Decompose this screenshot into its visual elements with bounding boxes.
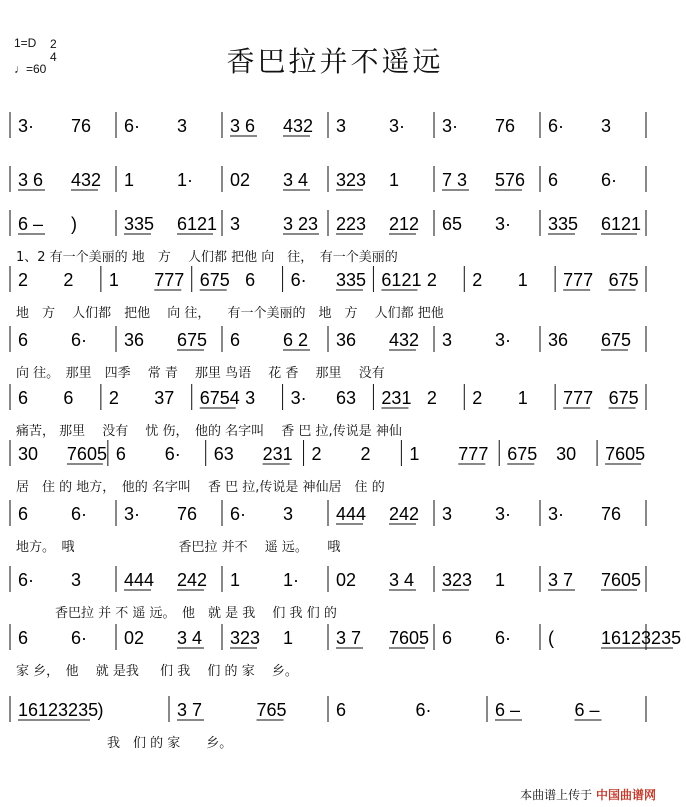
score-system <box>0 620 682 690</box>
notation-line <box>0 262 670 298</box>
note-group: 36 <box>336 330 357 350</box>
note-group: 6· <box>18 570 35 590</box>
note-group: 3· <box>290 388 307 408</box>
note-group: 6754 <box>199 388 240 408</box>
note-group: 777 <box>154 270 185 290</box>
note-group: 6· <box>71 330 88 350</box>
footer <box>520 786 656 803</box>
time-signature-bottom: 4 <box>50 50 57 64</box>
note-group: 16123235 <box>601 628 682 648</box>
note-group: 1 <box>230 570 241 590</box>
note-group: 212 <box>389 214 420 234</box>
footer-text: 本曲谱上传于 <box>520 788 593 802</box>
note-group: 3 6 <box>230 116 256 136</box>
note-group: 675 <box>608 388 639 408</box>
note-group: 6 <box>336 700 347 720</box>
note-group: 3 <box>177 116 188 136</box>
note-group: 6 <box>18 388 29 408</box>
note-group: 6 <box>230 330 241 350</box>
note-group: 3 4 <box>389 570 415 590</box>
note-group: 335 <box>336 270 367 290</box>
note-group: 432 <box>71 170 102 190</box>
note-group: 323 <box>442 570 473 590</box>
note-group: 3 <box>230 214 241 234</box>
note-group: 16123235 <box>18 700 99 720</box>
note-group: 02 <box>336 570 357 590</box>
note-group: 675 <box>601 330 632 350</box>
note-group: 3· <box>548 504 565 524</box>
note-group: 3 <box>442 504 453 524</box>
note-group: 3· <box>124 504 141 524</box>
note-group: 675 <box>608 270 639 290</box>
note-group: 223 <box>336 214 367 234</box>
note-group: 3 7 <box>177 700 203 720</box>
note-group: 2 <box>18 270 29 290</box>
note-group: 3 <box>283 504 294 524</box>
note-group: 3 7 <box>336 628 362 648</box>
note-group: 231 <box>262 444 293 464</box>
score-system <box>0 692 670 762</box>
notation-line <box>0 162 670 198</box>
note-group: 6 <box>548 170 559 190</box>
note-group: 323 <box>230 628 261 648</box>
note-group: ) <box>71 214 77 234</box>
note-group: 6 – <box>495 700 521 720</box>
note-group: 335 <box>124 214 155 234</box>
lyric-line: 我 们 的 家 乡。 <box>16 736 233 751</box>
note-group: 30 <box>556 444 577 464</box>
lyric-line: 痛苦， 那里 没有 忧 伤， 他的 名字叫 香 巴 拉,传说是 神仙 <box>16 424 402 439</box>
note-group: 6 <box>18 504 29 524</box>
note-group: 6121 <box>381 270 422 290</box>
note-group: 6· <box>495 628 512 648</box>
note-group: 63 <box>213 444 234 464</box>
note-group: 3 <box>71 570 82 590</box>
notation-line <box>0 206 670 242</box>
note-group: 1· <box>177 170 194 190</box>
note-group: 1 <box>517 388 528 408</box>
note-group: 1 <box>108 270 119 290</box>
note-group: 1· <box>283 570 300 590</box>
notation-line <box>0 108 670 144</box>
note-group: 444 <box>124 570 155 590</box>
note-group: 76 <box>177 504 198 524</box>
note-group: 2 <box>426 388 437 408</box>
note-group: 76 <box>71 116 92 136</box>
note-group: 6 2 <box>283 330 309 350</box>
note-group: 2 <box>472 270 483 290</box>
notation-line <box>0 436 670 472</box>
time-signature-top: 2 <box>50 37 57 51</box>
score-system <box>0 496 670 566</box>
lyric-line: 1、2 有一个美丽的 地 方 人们都 把他 向 往， 有一个美丽的 <box>16 250 398 265</box>
notation-line <box>0 692 670 728</box>
note-group: 37 <box>154 388 175 408</box>
note-group: 3 23 <box>283 214 319 234</box>
note-group: 6121 <box>177 214 218 234</box>
note-group: 63 <box>336 388 357 408</box>
note-group: 3· <box>389 116 406 136</box>
note-group: 6 – <box>574 700 600 720</box>
note-group: 3· <box>495 214 512 234</box>
note-group: 3· <box>495 504 512 524</box>
note-group: 7605 <box>389 628 430 648</box>
key-signature: 1=D <box>14 36 37 50</box>
note-group: 7605 <box>605 444 646 464</box>
note-group: 7 3 <box>442 170 468 190</box>
notation-line <box>0 620 682 656</box>
site-logo: 中国曲谱网 <box>595 788 656 802</box>
note-group: 6 <box>18 330 29 350</box>
note-group: 30 <box>18 444 39 464</box>
note-group: 231 <box>381 388 412 408</box>
note-group: 6· <box>290 270 307 290</box>
note-group: 7605 <box>66 444 107 464</box>
note-group: 2 <box>63 270 74 290</box>
note-group: 3 4 <box>177 628 203 648</box>
lyric-line: 地方。 哦 香巴拉 并不 遥 远。 哦 <box>16 540 341 555</box>
note-group: 6 <box>63 388 74 408</box>
notation-line <box>0 562 670 598</box>
note-group: 3· <box>442 116 459 136</box>
note-group: 6· <box>164 444 181 464</box>
note-group: 1 <box>517 270 528 290</box>
note-group: 3 4 <box>283 170 309 190</box>
note-group: 6 – <box>18 214 44 234</box>
note-group: 675 <box>507 444 538 464</box>
notation-line <box>0 322 670 358</box>
lyric-line: 居 住 的 地方， 他的 名字叫 香 巴 拉,传说是 神仙居 住 的 <box>16 480 385 495</box>
note-group: 2 <box>108 388 119 408</box>
note-group: 65 <box>442 214 463 234</box>
note-group: 6 <box>245 270 256 290</box>
note-group: 1 <box>389 170 400 190</box>
note-group: 3· <box>18 116 35 136</box>
note-group: 3 7 <box>548 570 574 590</box>
note-group: 777 <box>563 270 594 290</box>
note-group: 6· <box>601 170 618 190</box>
note-group: 2 <box>426 270 437 290</box>
note-group: 1 <box>495 570 506 590</box>
note-group: 242 <box>177 570 208 590</box>
notation-line <box>0 380 670 416</box>
note-group: 3 6 <box>18 170 44 190</box>
note-group: 6· <box>71 628 88 648</box>
lyric-line: 家 乡， 他 就 是我 们 我 们 的 家 乡。 <box>16 664 298 679</box>
note-group: ) <box>97 700 104 720</box>
note-group: 432 <box>283 116 314 136</box>
note-group: 02 <box>124 628 145 648</box>
note-group: 02 <box>230 170 251 190</box>
lyric-line: 地 方 人们都 把他 向 往， 有一个美丽的 地 方 人们都 把他 <box>16 306 444 321</box>
note-group: 3 <box>245 388 256 408</box>
note-group: 335 <box>548 214 579 234</box>
notation-line <box>0 496 670 532</box>
note-group: 2 <box>472 388 483 408</box>
note-group: 777 <box>563 388 594 408</box>
note-group: 1 <box>124 170 135 190</box>
note-group: 76 <box>601 504 622 524</box>
note-group: 765 <box>256 700 287 720</box>
note-group: 3 <box>601 116 612 136</box>
note-group: 6· <box>71 504 88 524</box>
note-group: 777 <box>458 444 489 464</box>
note-group: 2 <box>360 444 371 464</box>
note-group: 6· <box>415 700 432 720</box>
note-group: 7605 <box>601 570 642 590</box>
song-title: 香巴拉并不遥远 <box>226 45 444 78</box>
note-group: 675 <box>199 270 230 290</box>
note-group: 1 <box>409 444 420 464</box>
note-group: 6· <box>548 116 565 136</box>
note-group: 36 <box>548 330 569 350</box>
note-group: 444 <box>336 504 367 524</box>
note-group: 6121 <box>601 214 642 234</box>
note-group: 3 <box>336 116 347 136</box>
note-group: 6· <box>124 116 141 136</box>
lyric-line: 向 往。 那里 四季 常 青 那里 鸟语 花 香 那里 没有 <box>16 366 385 381</box>
note-group: 36 <box>124 330 145 350</box>
note-group: 675 <box>177 330 208 350</box>
note-group: 1 <box>283 628 294 648</box>
note-group: 76 <box>495 116 516 136</box>
note-group: 6 <box>18 628 29 648</box>
note-group: 3· <box>495 330 512 350</box>
quarter-note-icon: ♩ <box>14 62 26 76</box>
note-group: 6 <box>115 444 126 464</box>
note-group: ( <box>548 628 554 648</box>
lyric-line: 香巴拉 并 不 遥 远。 他 就 是 我 们 我 们 的 <box>16 606 337 621</box>
note-group: 6· <box>230 504 247 524</box>
tempo-value: =60 <box>26 62 47 76</box>
note-group: 2 <box>311 444 322 464</box>
note-group: 576 <box>495 170 526 190</box>
note-group: 3 <box>442 330 453 350</box>
note-group: 6 <box>442 628 453 648</box>
note-group: 323 <box>336 170 367 190</box>
note-group: 432 <box>389 330 420 350</box>
note-group: 242 <box>389 504 420 524</box>
